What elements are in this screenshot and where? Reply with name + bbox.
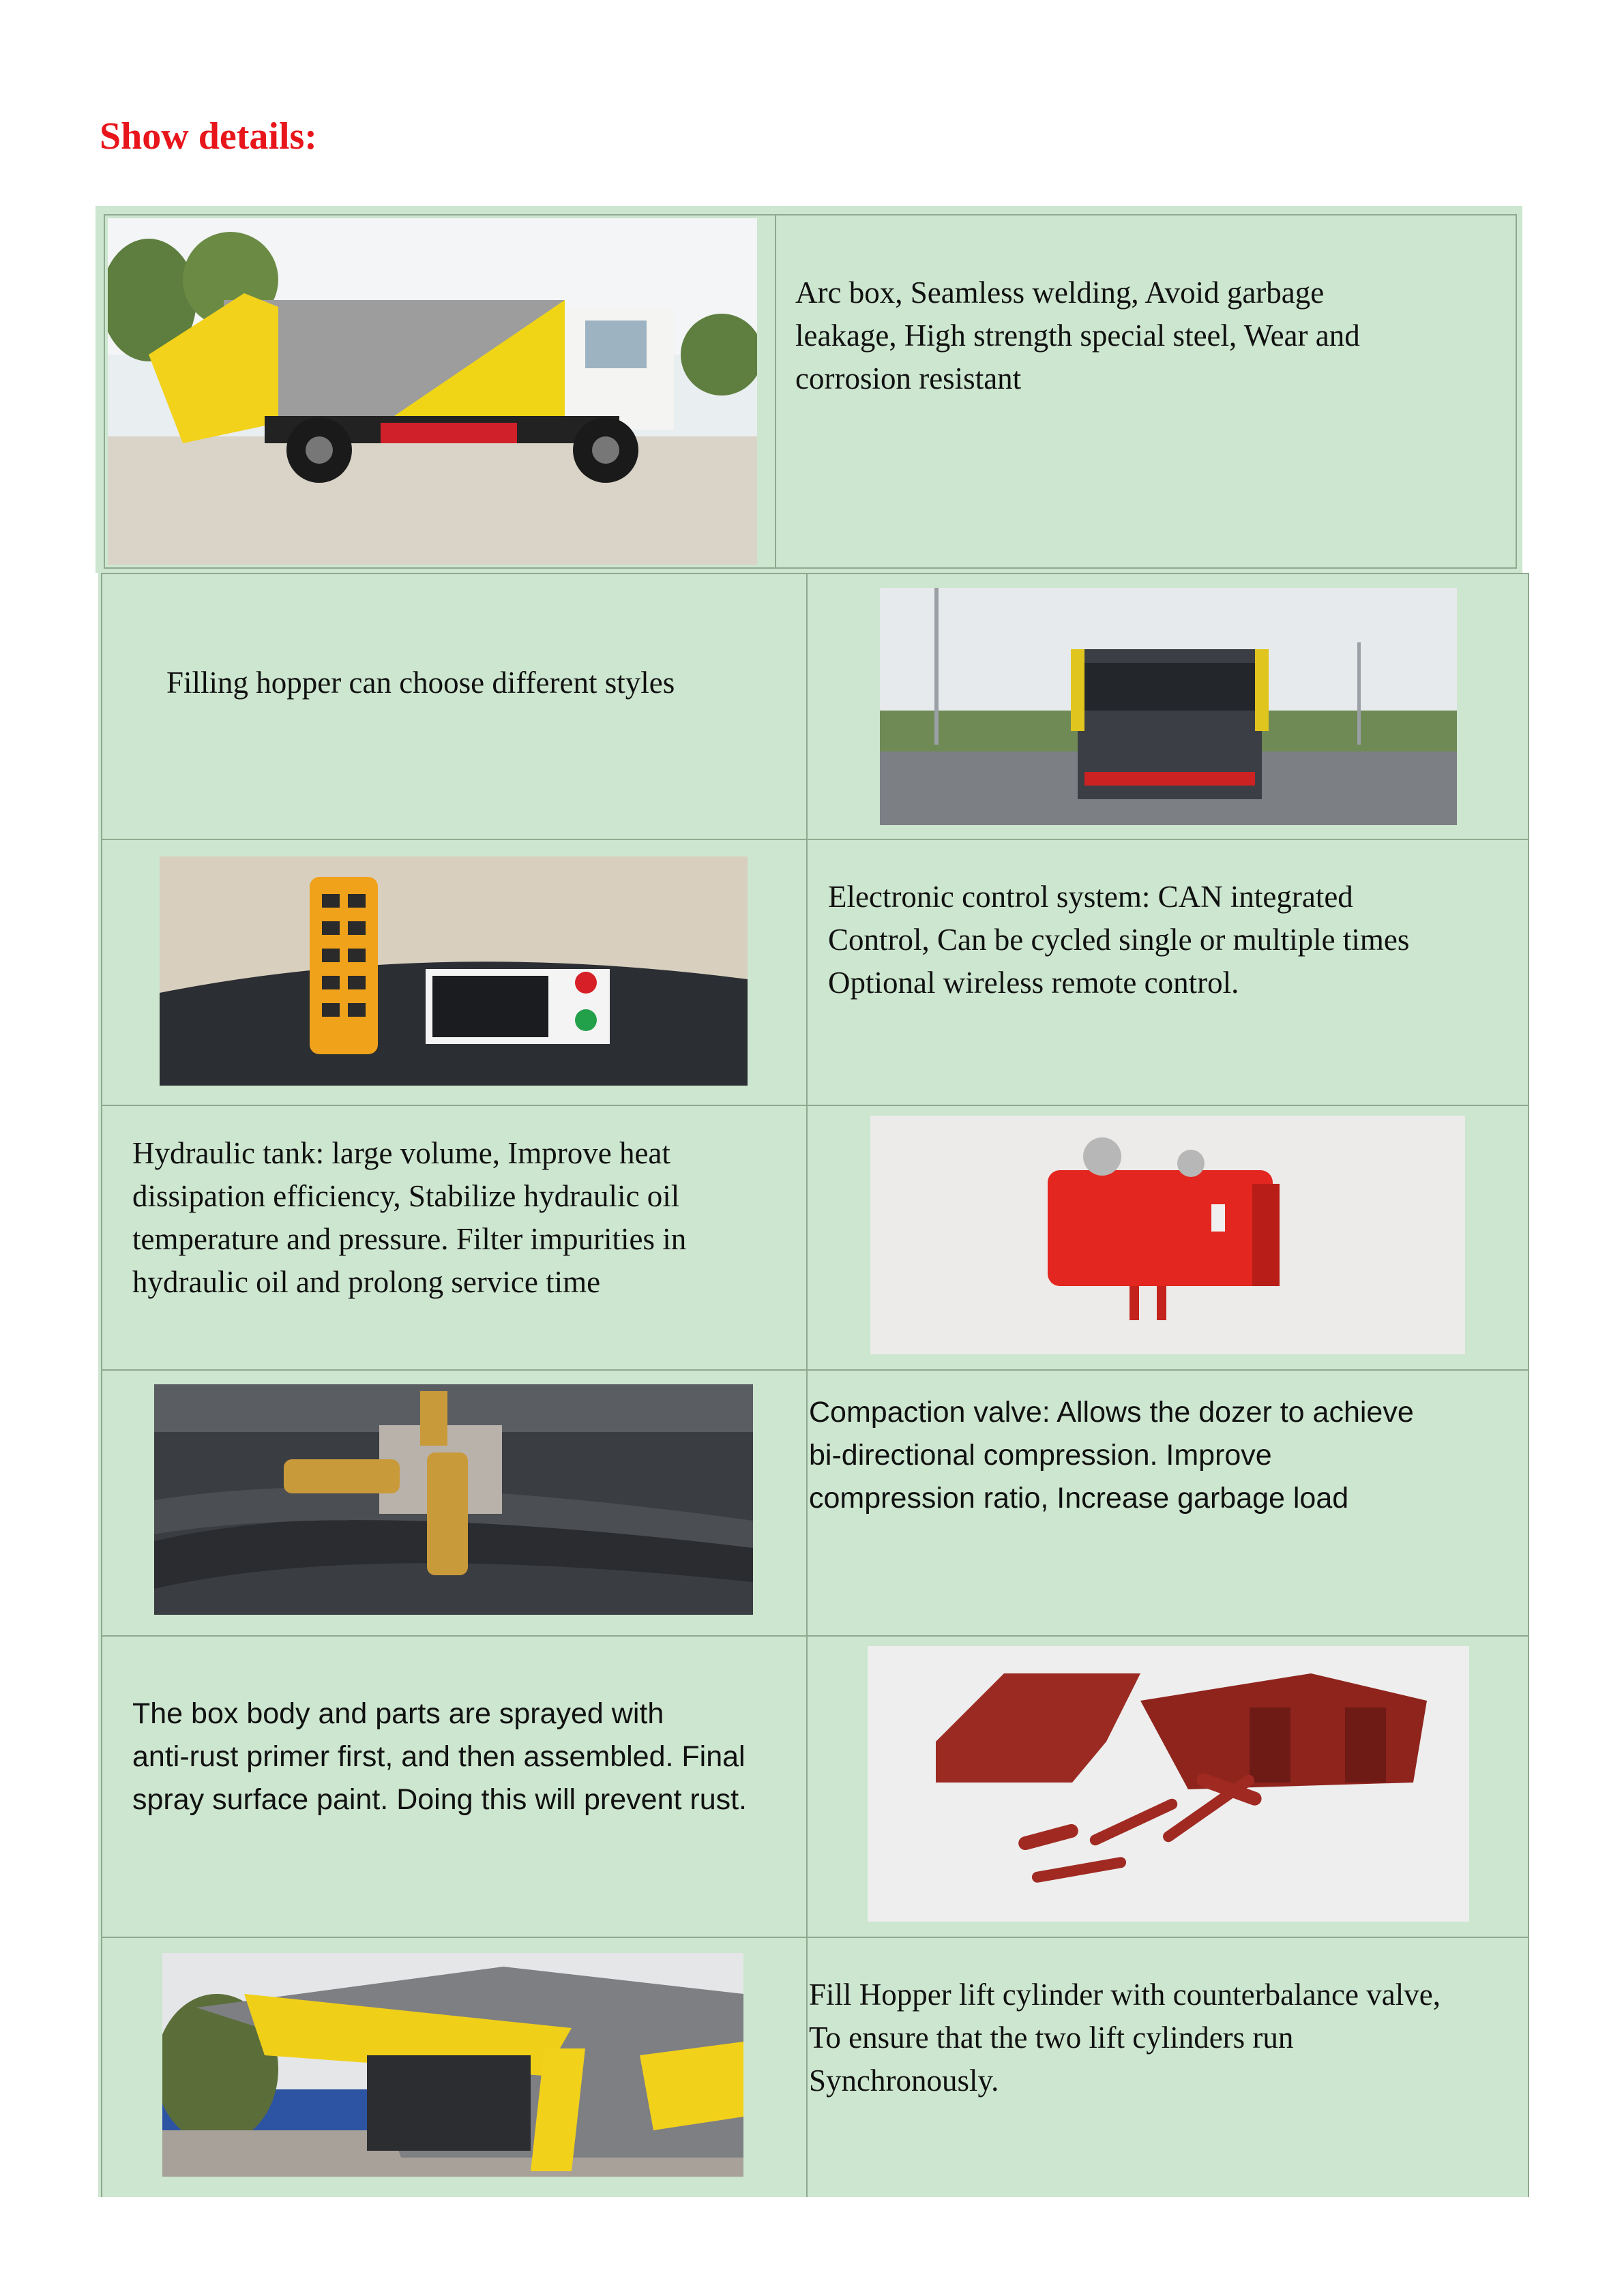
row6-text: The box body and parts are sprayed with anti-rust primer first, and then assembled. Final spray surface paint. Doing this will prevent rust. [132,1697,748,1816]
hopper-lift-cylinder-photo [162,1953,743,2177]
garbage-truck-side-photo [108,218,757,565]
row1-text: Arc box, Seamless welding, Avoid garbage leakage, High strength special steel, Wear and corrosion resistant [795,275,1360,396]
row4-text: Hydraulic tank: large volume, Improve heat dissipation efficiency, Stabilize hydraulic oil temperature and pressure. Filter impurities in hydraulic oil and prolong service time [132,1136,687,1299]
row5-text: Compaction valve: Allows the dozer to achieve bi-directional compression. Improve compression ratio, Increase garbage load [809,1396,1414,1515]
row2-text-cell [101,573,808,840]
remote-control-photo [160,856,748,1086]
row3-text: Electronic control system: CAN integrated Control, Can be cycled single or multiple times Optional wireless remote control. [828,880,1410,1000]
compaction-valve-photo [154,1384,753,1615]
hydraulic-tank-photo [870,1116,1465,1354]
primed-box-parts-photo [868,1646,1469,1922]
garbage-truck-rear-photo [880,588,1457,825]
row7-text: Fill Hopper lift cylinder with counterbalance valve, To ensure that the two lift cylinders run Synchronously. [809,1978,1441,2098]
row2-text: Filling hopper can choose different styles [166,666,675,700]
page-title: Show details: [100,115,317,158]
